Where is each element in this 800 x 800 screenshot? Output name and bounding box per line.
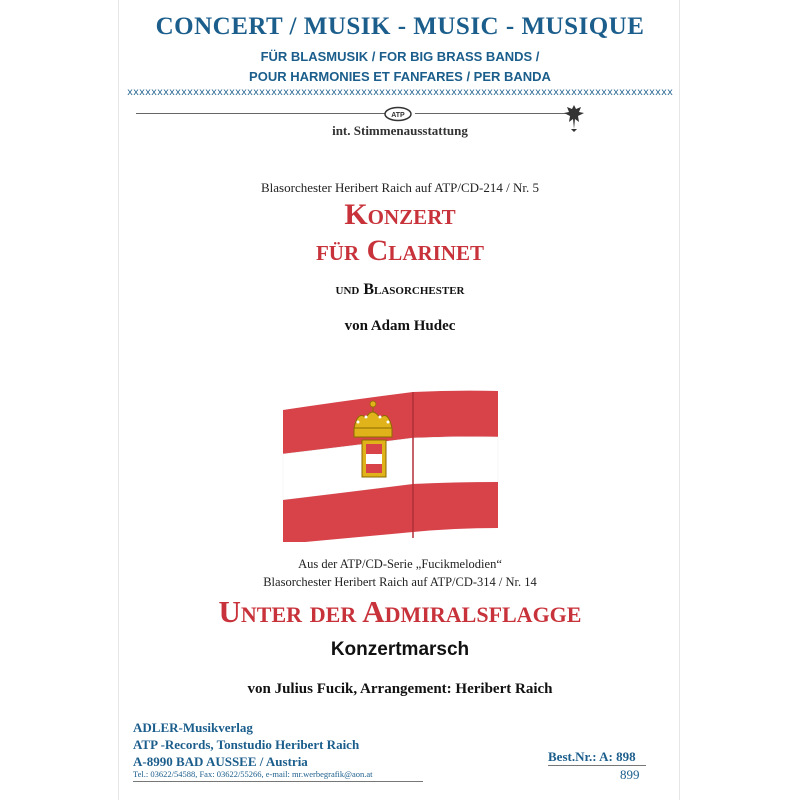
piece2-genre: Konzertmarsch [330,639,470,660]
header-rule-right [415,113,570,114]
publisher-name: ADLER-Musikverlag [133,720,253,735]
piece2-title: Unter der Admiralsflagge [218,594,582,629]
header-subtitle-2: POUR HARMONIES ET FANFARES / PER BANDA [249,69,551,84]
piece2-series: Aus der ATP/CD-Serie „Fucikmelodien“ [298,557,502,571]
svg-text:ATP: ATP [391,112,405,119]
atp-logo-icon [383,106,413,122]
header-x-separator: xxxxxxxxxxxxxxxxxxxxxxxxxxxxxxxxxxxxxxxxxxxxxxxxxxxxxxxxxxxxxxxxxxxxxxxxxxxxxxxxxxxxxxxxxxx [126,88,674,99]
header-subtitle-1: FÜR BLASMUSIK / FOR BIG BRASS BANDS / [260,49,540,64]
piece1-title-line1: Konzert [344,198,456,231]
piece1-composer: von Adam Hudec [344,318,456,334]
publisher-studio: ATP -Records, Tonstudio Heribert Raich [133,737,360,752]
piece1-recording: Blasorchester Heribert Raich auf ATP/CD-214 / Nr. 5 [261,180,539,195]
publisher-address: A-8990 BAD AUSSEE / Austria [133,754,308,769]
second-order-number: 899 [620,767,640,782]
header-title: CONCERT / MUSIK - MUSIC - MUSIQUE [155,13,645,40]
piece2-composer: von Julius Fucik, Arrangement: Heribert Raich [247,681,553,697]
contact-underline [133,781,423,782]
piece1-subtitle: und Blasorchester [335,281,465,298]
order-number: Best.Nr.: A: 898 [548,749,636,764]
header-rule-left [136,113,385,114]
flag-illustration [280,388,502,542]
parts-note: int. Stimmenausstattung [332,123,468,138]
piece1-title-line2: für Clarinet [315,234,484,267]
publisher-contact: Tel.: 03622/54588, Fax: 03622/55266, e-mail: mr.werbegrafik@aon.at [133,769,373,779]
order-number-underline [548,765,646,766]
piece2-recording: Blasorchester Heribert Raich auf ATP/CD-314 / Nr. 14 [263,575,537,589]
